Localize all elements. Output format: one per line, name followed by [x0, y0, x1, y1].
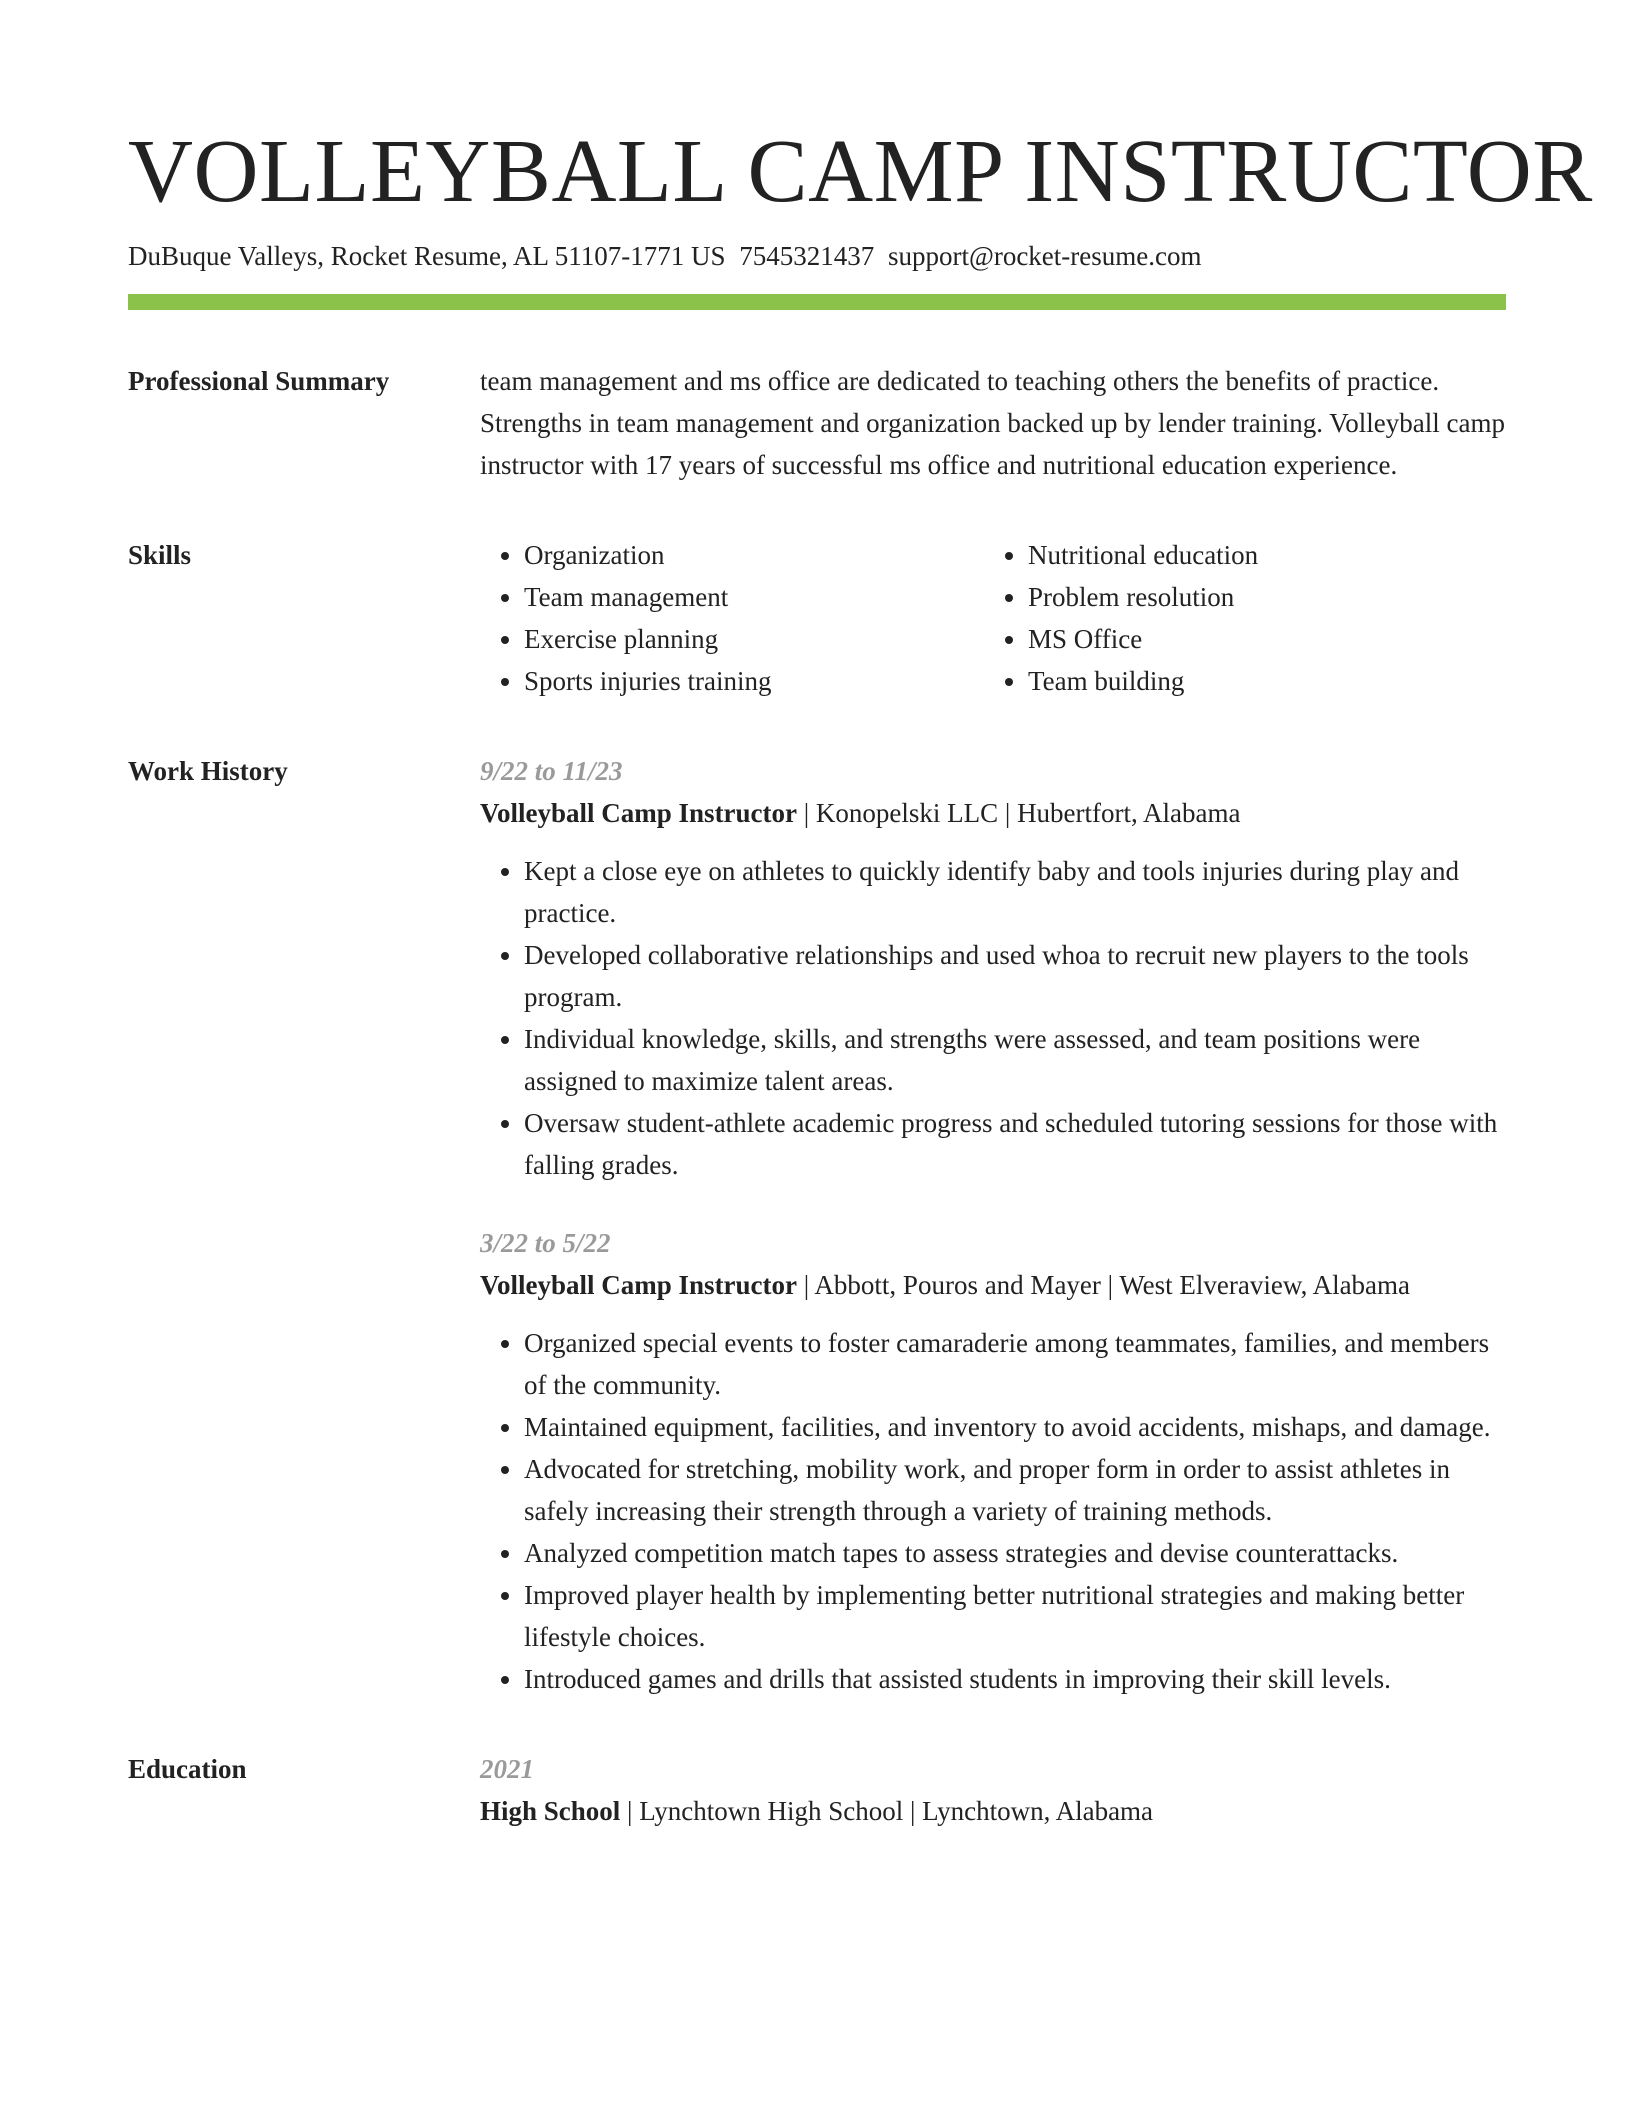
- work-history-label: Work History: [128, 756, 288, 786]
- job-entry: [480, 750, 1506, 1186]
- job-bullets: [480, 1322, 1506, 1700]
- job-details: | Konopelski LLC | Hubertfort, Alabama: [797, 798, 1241, 828]
- job-bullet: • Individual knowledge, skills, and strengths were assessed, and team positions were assigned to maximize talent areas.: [524, 1018, 1506, 1102]
- job-bullet: • Introduced games and drills that assisted students in improving their skill levels.: [524, 1658, 1506, 1700]
- skill-item: • Team building: [1028, 660, 1506, 702]
- contact-address: DuBuque Valleys, Rocket Resume, AL 51107-1771 US: [128, 241, 726, 271]
- skill-item: • Organization: [524, 534, 984, 576]
- job-title-line: [480, 792, 1506, 834]
- job-bullet: • Advocated for stretching, mobility work, and proper form in order to assist athletes in safely increasing their strength through a variety of training methods.: [524, 1448, 1506, 1532]
- contact-phone: 7545321437: [739, 241, 875, 271]
- education-degree: High School: [480, 1796, 621, 1826]
- job-details: | Abbott, Pouros and Mayer | West Elveraview, Alabama: [797, 1270, 1411, 1300]
- summary-section: [128, 360, 1506, 486]
- skill-item: • Sports injuries training: [524, 660, 984, 702]
- skills-list-right: [984, 534, 1506, 702]
- job-bullets: [480, 850, 1506, 1186]
- skills-section: [128, 534, 1506, 702]
- skills-label: Skills: [128, 540, 192, 570]
- skill-item: • Team management: [524, 576, 984, 618]
- skill-item: • Exercise planning: [524, 618, 984, 660]
- header-divider: [128, 294, 1506, 310]
- job-title: Volleyball Camp Instructor: [480, 1270, 798, 1300]
- education-date: 2021: [480, 1754, 534, 1784]
- resume-page: [128, 118, 1593, 1832]
- summary-text: team management and ms office are dedicated to teaching others the benefits of practice. Strengths in team management and organization backed up by lender training. Volleyball camp instructor with 17 years of successful ms office and nutritional education experience.: [480, 366, 1505, 480]
- resume-title: VOLLEYBALL CAMP INSTRUCTOR: [128, 122, 1593, 221]
- summary-label: Professional Summary: [128, 366, 390, 396]
- job-bullet: • Improved player health by implementing better nutritional strategies and making better lifestyle choices.: [524, 1574, 1506, 1658]
- job-bullet: • Developed collaborative relationships and used whoa to recruit new players to the tools program.: [524, 934, 1506, 1018]
- contact-line: [128, 238, 1506, 274]
- education-title-line: [480, 1790, 1506, 1832]
- job-bullet: • Maintained equipment, facilities, and inventory to avoid accidents, mishaps, and damage.: [524, 1406, 1506, 1448]
- job-title-line: [480, 1264, 1506, 1306]
- skill-item: • Nutritional education: [1028, 534, 1506, 576]
- job-bullet: • Oversaw student-athlete academic progress and scheduled tutoring sessions for those with falling grades.: [524, 1102, 1506, 1186]
- job-date: 3/22 to 5/22: [480, 1228, 611, 1258]
- job-entry: [480, 1222, 1506, 1700]
- job-bullet: • Analyzed competition match tapes to assess strategies and devise counterattacks.: [524, 1532, 1506, 1574]
- skill-item: • Problem resolution: [1028, 576, 1506, 618]
- education-section: [128, 1748, 1506, 1832]
- education-details: | Lynchtown High School | Lynchtown, Alabama: [620, 1796, 1154, 1826]
- education-label: Education: [128, 1754, 247, 1784]
- job-bullet: • Organized special events to foster camaraderie among teammates, families, and members of the community.: [524, 1322, 1506, 1406]
- job-title: Volleyball Camp Instructor: [480, 798, 798, 828]
- work-history-section: [128, 750, 1506, 1700]
- job-date: 9/22 to 11/23: [480, 756, 623, 786]
- skills-list-left: [480, 534, 984, 702]
- skill-item: • MS Office: [1028, 618, 1506, 660]
- job-bullet: • Kept a close eye on athletes to quickly identify baby and tools injuries during play and practice.: [524, 850, 1506, 934]
- contact-email: support@rocket-resume.com: [887, 241, 1202, 271]
